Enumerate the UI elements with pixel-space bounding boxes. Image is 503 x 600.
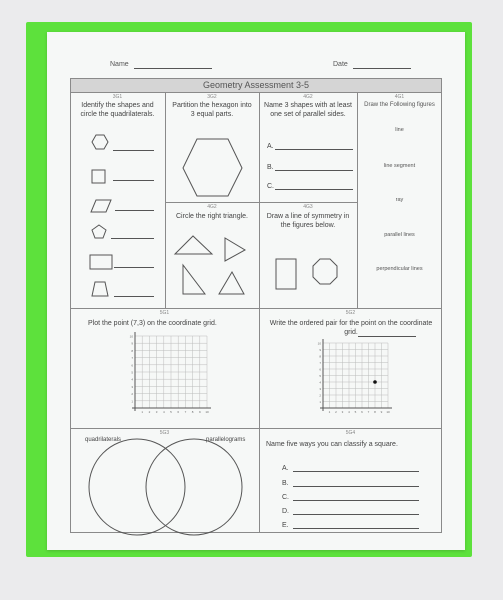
option-label: D.: [282, 508, 289, 515]
x-tick-label: 7: [184, 410, 187, 414]
y-tick-label: 10: [129, 334, 133, 339]
standard-code: 5G3: [159, 430, 170, 436]
standard-code: 5G1: [159, 310, 170, 316]
question-text: Identify the shapes and circle the quadrilaterals.: [80, 102, 155, 118]
y-tick-label: 9: [131, 341, 133, 346]
question-text: Plot the point (7,3) on the coordinate grid.: [88, 320, 217, 327]
x-tick-label: 8: [374, 410, 376, 414]
y-tick-label: 2: [131, 392, 133, 397]
figure-item: line segment: [383, 163, 416, 169]
question-text: Partition the hexagon into 3 equal parts.: [172, 102, 252, 118]
option-label: C.: [282, 494, 289, 501]
y-tick-label: 8: [131, 348, 133, 353]
figure-item: line: [395, 127, 404, 133]
y-tick-label: 3: [131, 384, 133, 389]
question-text: Write the ordered pair for the point on the coordinate grid.: [269, 320, 433, 336]
question-text: Draw the Following figures: [364, 102, 435, 108]
answer-line[interactable]: [293, 486, 419, 487]
x-tick-label: 3: [155, 410, 158, 414]
x-tick-label: 6: [177, 410, 180, 414]
x-tick-label: 10: [205, 410, 209, 414]
x-tick-label: 9: [380, 410, 383, 414]
x-tick-label: 4: [162, 410, 165, 414]
answer-line[interactable]: [293, 471, 419, 472]
question-text: Name five ways you can classify a square.: [266, 441, 398, 448]
venn-left-circle: [89, 439, 185, 535]
option-label: A.: [282, 465, 289, 472]
option-label: A.: [267, 143, 274, 150]
answer-line[interactable]: [293, 528, 419, 529]
x-tick-label: 1: [328, 410, 331, 414]
standard-code: 5G4: [345, 430, 356, 436]
worksheet-paper: [47, 32, 465, 550]
venn-right-circle: [146, 439, 242, 535]
y-tick-label: 1: [131, 399, 133, 404]
standard-code: 3G1: [112, 94, 123, 100]
answer-line[interactable]: [293, 514, 419, 515]
y-tick-label: 5: [319, 374, 321, 378]
question-text: Draw a line of symmetry in the figures below.: [266, 213, 350, 229]
x-tick-label: 4: [348, 410, 350, 414]
standard-code: 4G1: [394, 94, 405, 100]
standard-code: 5G2: [345, 310, 356, 316]
option-label: B.: [282, 480, 289, 487]
date-label: Date: [333, 61, 348, 68]
x-tick-label: 5: [170, 410, 172, 414]
option-label: E.: [282, 522, 289, 529]
y-tick-label: 6: [319, 367, 321, 372]
name-label: Name: [110, 61, 129, 68]
x-tick-label: 6: [361, 410, 363, 414]
venn-right-label: parallelograms: [206, 437, 246, 443]
y-tick-label: 2: [319, 393, 321, 398]
venn-left-label: quadrilaterals: [85, 437, 122, 443]
figure-item: perpendicular lines: [376, 266, 423, 272]
y-tick-label: 10: [317, 341, 321, 346]
y-tick-label: 9: [319, 348, 321, 352]
x-tick-label: 1: [141, 410, 144, 414]
x-tick-label: 7: [367, 410, 370, 414]
question-text: Circle the right triangle.: [176, 213, 248, 220]
y-tick-label: 7: [131, 356, 133, 361]
x-tick-label: 10: [386, 410, 390, 414]
y-tick-label: 8: [319, 354, 321, 359]
y-tick-label: 6: [131, 363, 133, 368]
standard-code: 3G2: [207, 94, 217, 100]
venn-diagram[interactable]: [47, 32, 465, 550]
y-tick-label: 4: [319, 380, 321, 385]
x-tick-label: 2: [148, 410, 151, 414]
x-tick-label: 9: [198, 410, 201, 414]
figure-item: ray: [395, 197, 404, 203]
x-tick-label: 8: [191, 410, 194, 414]
answer-line[interactable]: [293, 500, 419, 501]
figure-item: parallel lines: [384, 232, 415, 238]
y-tick-label: 3: [319, 387, 321, 391]
standard-code: 4G2: [303, 94, 313, 100]
x-tick-label: 2: [335, 410, 337, 414]
assessment-title: Geometry Assessment 3-5: [202, 80, 310, 90]
option-label: C.: [267, 183, 274, 190]
question-text: Name 3 shapes with at least one set of parallel sides.: [264, 102, 352, 118]
y-tick-label: 5: [131, 370, 133, 375]
x-tick-label: 5: [354, 410, 357, 414]
option-label: B.: [267, 164, 274, 171]
x-tick-label: 3: [341, 410, 344, 414]
y-tick-label: 4: [131, 377, 133, 382]
standard-code: 4G2: [207, 204, 217, 210]
standard-code: 4G3: [303, 204, 313, 210]
y-tick-label: 1: [319, 400, 321, 404]
y-tick-label: 7: [319, 361, 321, 365]
